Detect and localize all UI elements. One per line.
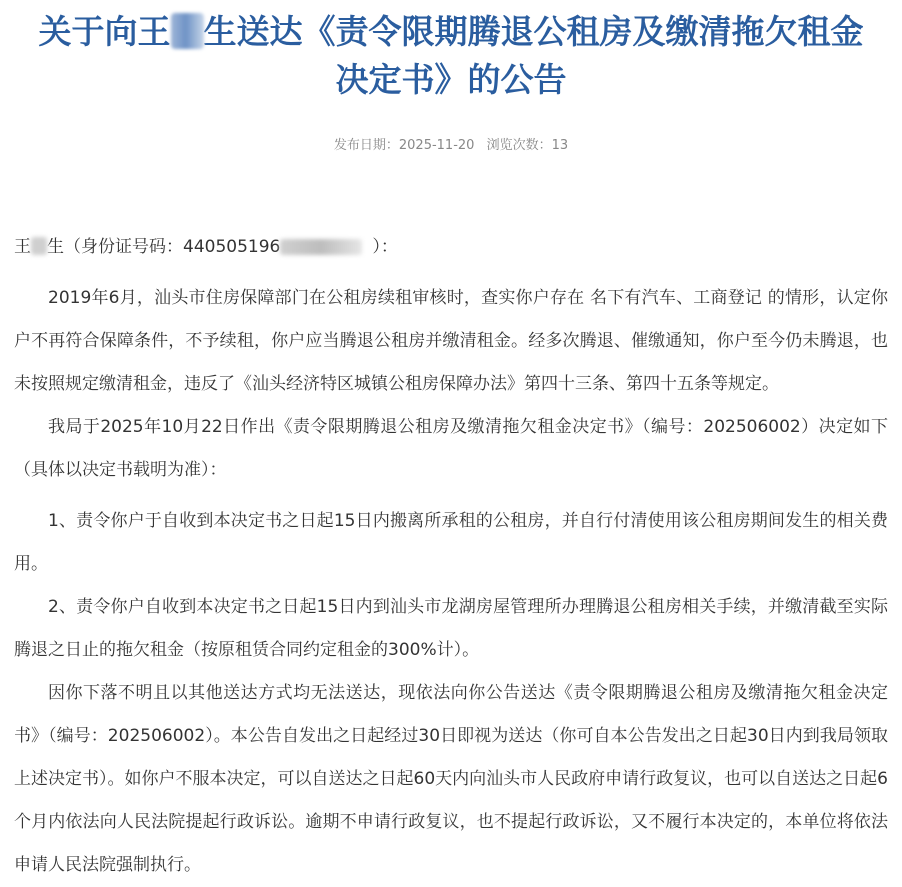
paragraph-service-notice: 因你下落不明且以其他送达方式均无法送达，现依法向你公告送达《责令限期腾退公租房及缴清拖欠租金决定书》（编号：202506002）。本公告自发出之日起经过30日即视为送达（你可自本公告发出之日起30日内到我局领取上述决定书）。如你户不服本决定，可以自送达之日起60天内向汕头市人民政府申请行政复议，也可以自送达之日起6个月内依法向人民法院提起行政诉讼。逾期不申请行政复议，也不提起行政诉讼，又不履行本决定的，本单位将依法申请人民法院强制执行。	[14, 683, 888, 875]
salutation-close: ）：	[372, 237, 398, 257]
title-line-2: 决定书》的公告	[335, 60, 567, 99]
publish-date: 发布日期：2025-11-20	[333, 138, 475, 153]
title-part-2: 生送达《责令限期腾退公租房及缴清拖欠租金	[203, 12, 864, 51]
title-part-1: 关于向王	[38, 12, 171, 51]
redacted-name-block	[171, 13, 204, 49]
redacted-name-inline	[31, 237, 47, 255]
paragraph-decision: 我局于2025年10月22日作出《责令限期腾退公租房及缴清拖欠租金决定书》（编号：202506002）决定如下（具体以决定书载明为准）：	[14, 417, 888, 480]
salutation-id-prefix: 生（身份证号码：440505196	[47, 237, 281, 257]
paragraph-item-2: 2、责令你户自收到本决定书之日起15日内到汕头市龙湖房屋管理所办理腾退公租房相关手续，并缴清截至实际腾退之日止的拖欠租金（按原租赁合同约定租金的300%计）。	[14, 597, 888, 660]
article-body	[14, 226, 888, 887]
view-count: 浏览次数：13	[486, 138, 569, 153]
redacted-id-digits	[280, 239, 362, 255]
salutation	[14, 226, 888, 269]
paragraph-facts: 2019年6月，汕头市住房保障部门在公租房续租审核时，查实你户存在 名下有汽车、工商登记 的情形，认定你户不再符合保障条件，不予续租，你户应当腾退公租房并缴清租金。经多次腾退、催缴通知，你户至今仍未腾退，也未按照规定缴清租金，违反了《汕头经济特区城镇公租房保障办法》第四十三条、第四十五条等规定。	[14, 288, 888, 394]
page-title	[0, 0, 902, 104]
salutation-surname: 王	[14, 237, 31, 257]
paragraph-item-1: 1、责令你户于自收到本决定书之日起15日内搬离所承租的公租房，并自行付清使用该公租房期间发生的相关费用。	[14, 511, 888, 574]
article-meta	[0, 136, 902, 156]
